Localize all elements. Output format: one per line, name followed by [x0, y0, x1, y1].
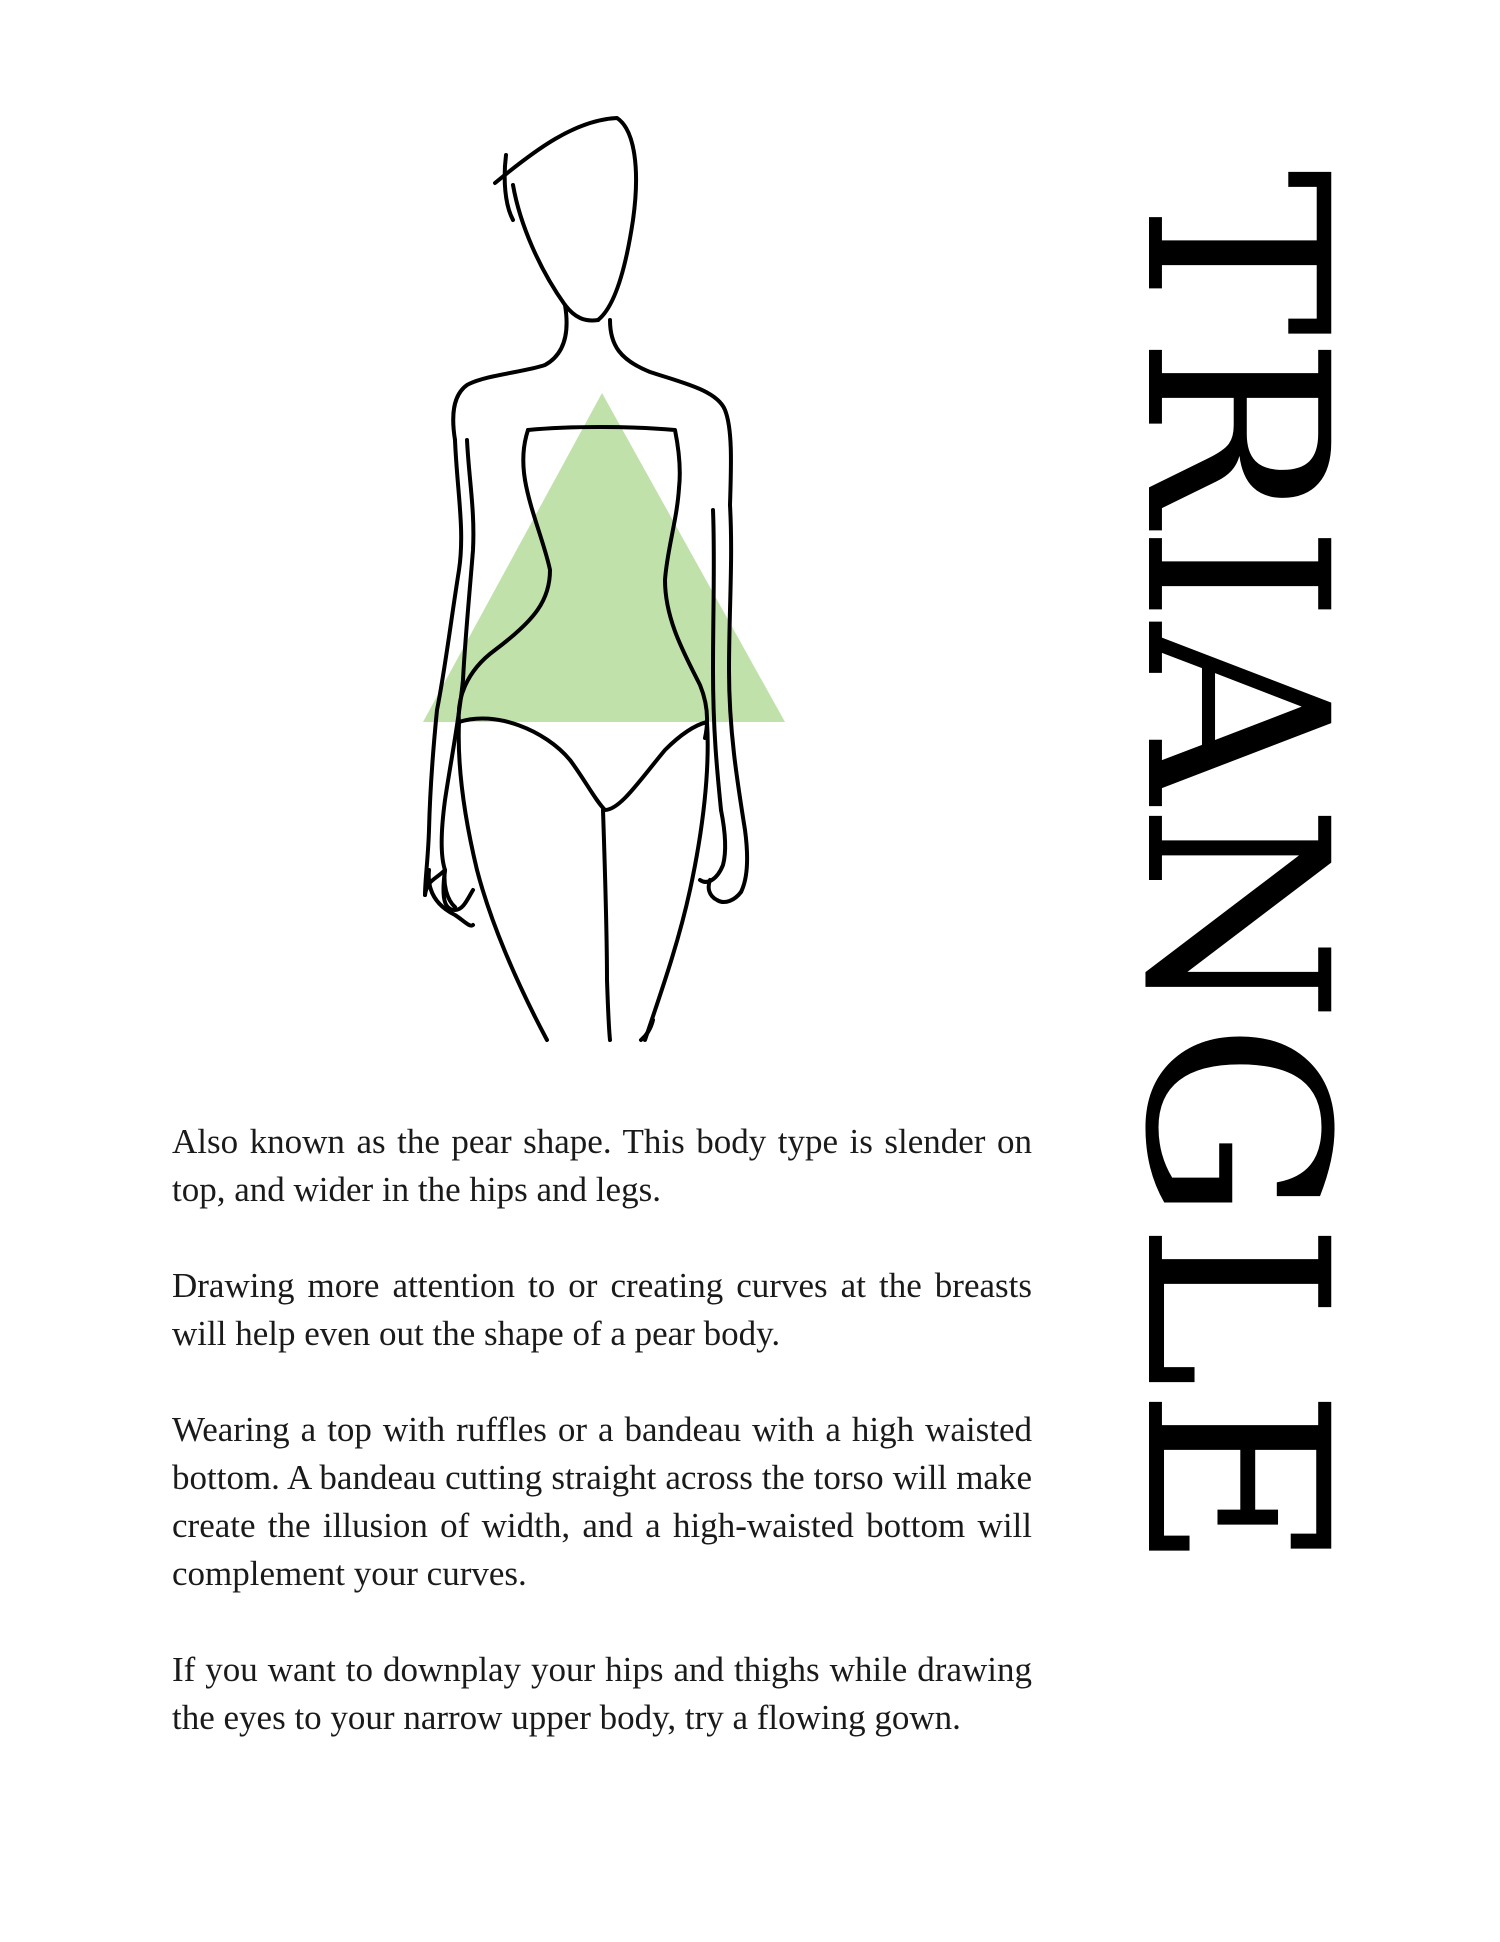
body-shape-illustration	[395, 110, 815, 1050]
description-body	[172, 1118, 1032, 1742]
page-title: TRIANGLE	[1090, 169, 1381, 1571]
title-container	[1090, 150, 1381, 1590]
paragraph-4: If you want to downplay your hips and thighs while drawing the eyes to your narrow upper body, try a flowing gown.	[172, 1650, 1032, 1737]
paragraph-2: Drawing more attention to or creating curves at the breasts will help even out the shape of a pear body.	[172, 1266, 1032, 1353]
paragraph-3: Wearing a top with ruffles or a bandeau with a high waisted bottom. A bandeau cutting straight across the torso will make create the illusion of width, and a high-waisted bottom will complement your curves.	[172, 1410, 1032, 1593]
paragraph-1: Also known as the pear shape. This body type is slender on top, and wider in the hips and legs.	[172, 1122, 1032, 1209]
female-body-outline-icon	[395, 110, 815, 1050]
